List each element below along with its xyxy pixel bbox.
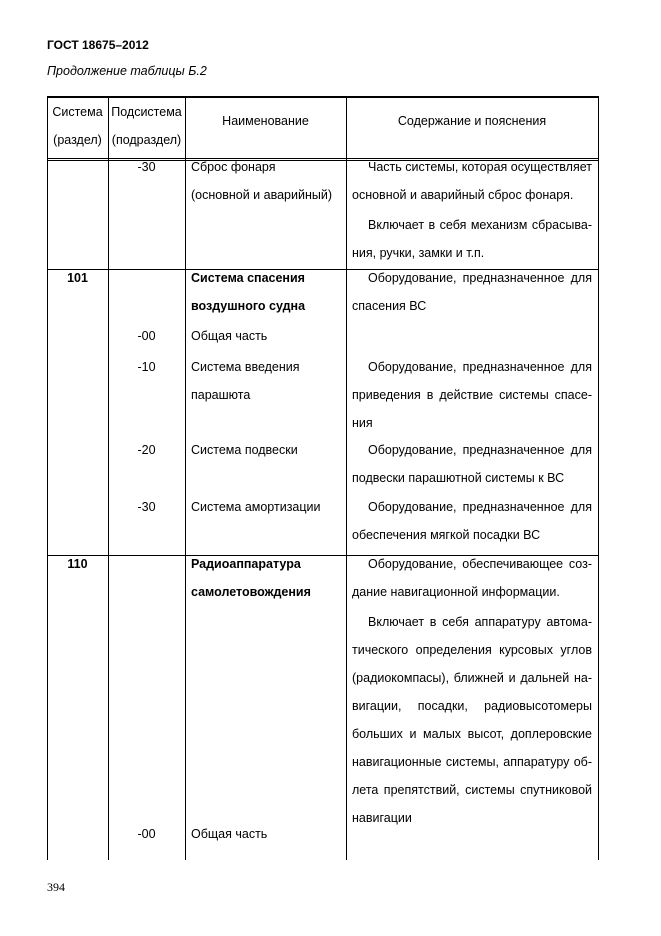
table-row-description: Оборудование, предназначенное для приведения в действие системы спасе- ния bbox=[352, 360, 592, 430]
col-header-subsystem: Подсистема (подраздел) bbox=[111, 105, 182, 147]
col-header-description: Содержание и пояснения bbox=[397, 114, 547, 128]
table-row-description: Оборудование, предназначенное для подвески парашютной системы к ВС bbox=[352, 443, 592, 485]
table-row-description: Оборудование, обеспечивающее соз- дание навигационной информации. Включает в себя аппаратуру автома- тического определения курсовых углов (радиокомпасы), ближней и дальней на- вигации, посадки, радиовысотомеры больших и малых высот, доплеровские навигационные системы, аппаратуру об- лета препятствий, системы спутниковой навигации bbox=[352, 557, 592, 825]
col-border-1 bbox=[108, 96, 109, 860]
table-row-subsystem-code: -00 bbox=[137, 329, 156, 343]
col-border-left bbox=[47, 96, 48, 860]
table-row-name: Общая часть bbox=[191, 827, 268, 841]
table-row-description: Оборудование, предназначенное для обеспечения мягкой посадки ВС bbox=[352, 500, 592, 542]
document-header: ГОСТ 18675–2012 bbox=[47, 38, 149, 52]
table-row-subsystem-code: -30 bbox=[137, 500, 156, 514]
table-row-name: Система спасения воздушного судна bbox=[191, 271, 306, 313]
page-number: 394 bbox=[47, 880, 65, 894]
table-row-name: Радиоаппаратура самолетовождения bbox=[191, 557, 311, 599]
col-header-system: Система (раздел) bbox=[52, 105, 103, 147]
table-row-name: Сброс фонаря (основной и аварийный) bbox=[191, 160, 332, 202]
table-row-name: Система амортизации bbox=[191, 500, 321, 514]
table-row-description: Оборудование, предназначенное для спасения ВС bbox=[352, 271, 592, 313]
table-row-name: Система подвески bbox=[191, 443, 298, 457]
table-row-subsystem-code: -20 bbox=[137, 443, 156, 457]
table-row-name: Общая часть bbox=[191, 329, 268, 343]
table-row-subsystem-code: -30 bbox=[137, 160, 156, 174]
data-table bbox=[47, 96, 599, 860]
table-row-subsystem-code: -00 bbox=[137, 827, 156, 841]
table-continuation-caption: Продолжение таблицы Б.2 bbox=[47, 64, 207, 78]
col-header-name: Наименование bbox=[222, 114, 309, 128]
table-row-system-code: 110 bbox=[67, 557, 88, 571]
table-row-description: Часть системы, которая осуществляет основной и аварийный сброс фонаря. Включает в себя механизм сбрасыва- ния, ручки, замки и т.п. bbox=[352, 160, 592, 260]
col-border-right bbox=[598, 96, 599, 860]
table-row-subsystem-code: -10 bbox=[137, 360, 156, 374]
col-border-2 bbox=[185, 96, 186, 860]
table-row-name: Система введения парашюта bbox=[191, 360, 300, 402]
col-border-3 bbox=[346, 96, 347, 860]
table-row-system-code: 101 bbox=[67, 271, 88, 285]
